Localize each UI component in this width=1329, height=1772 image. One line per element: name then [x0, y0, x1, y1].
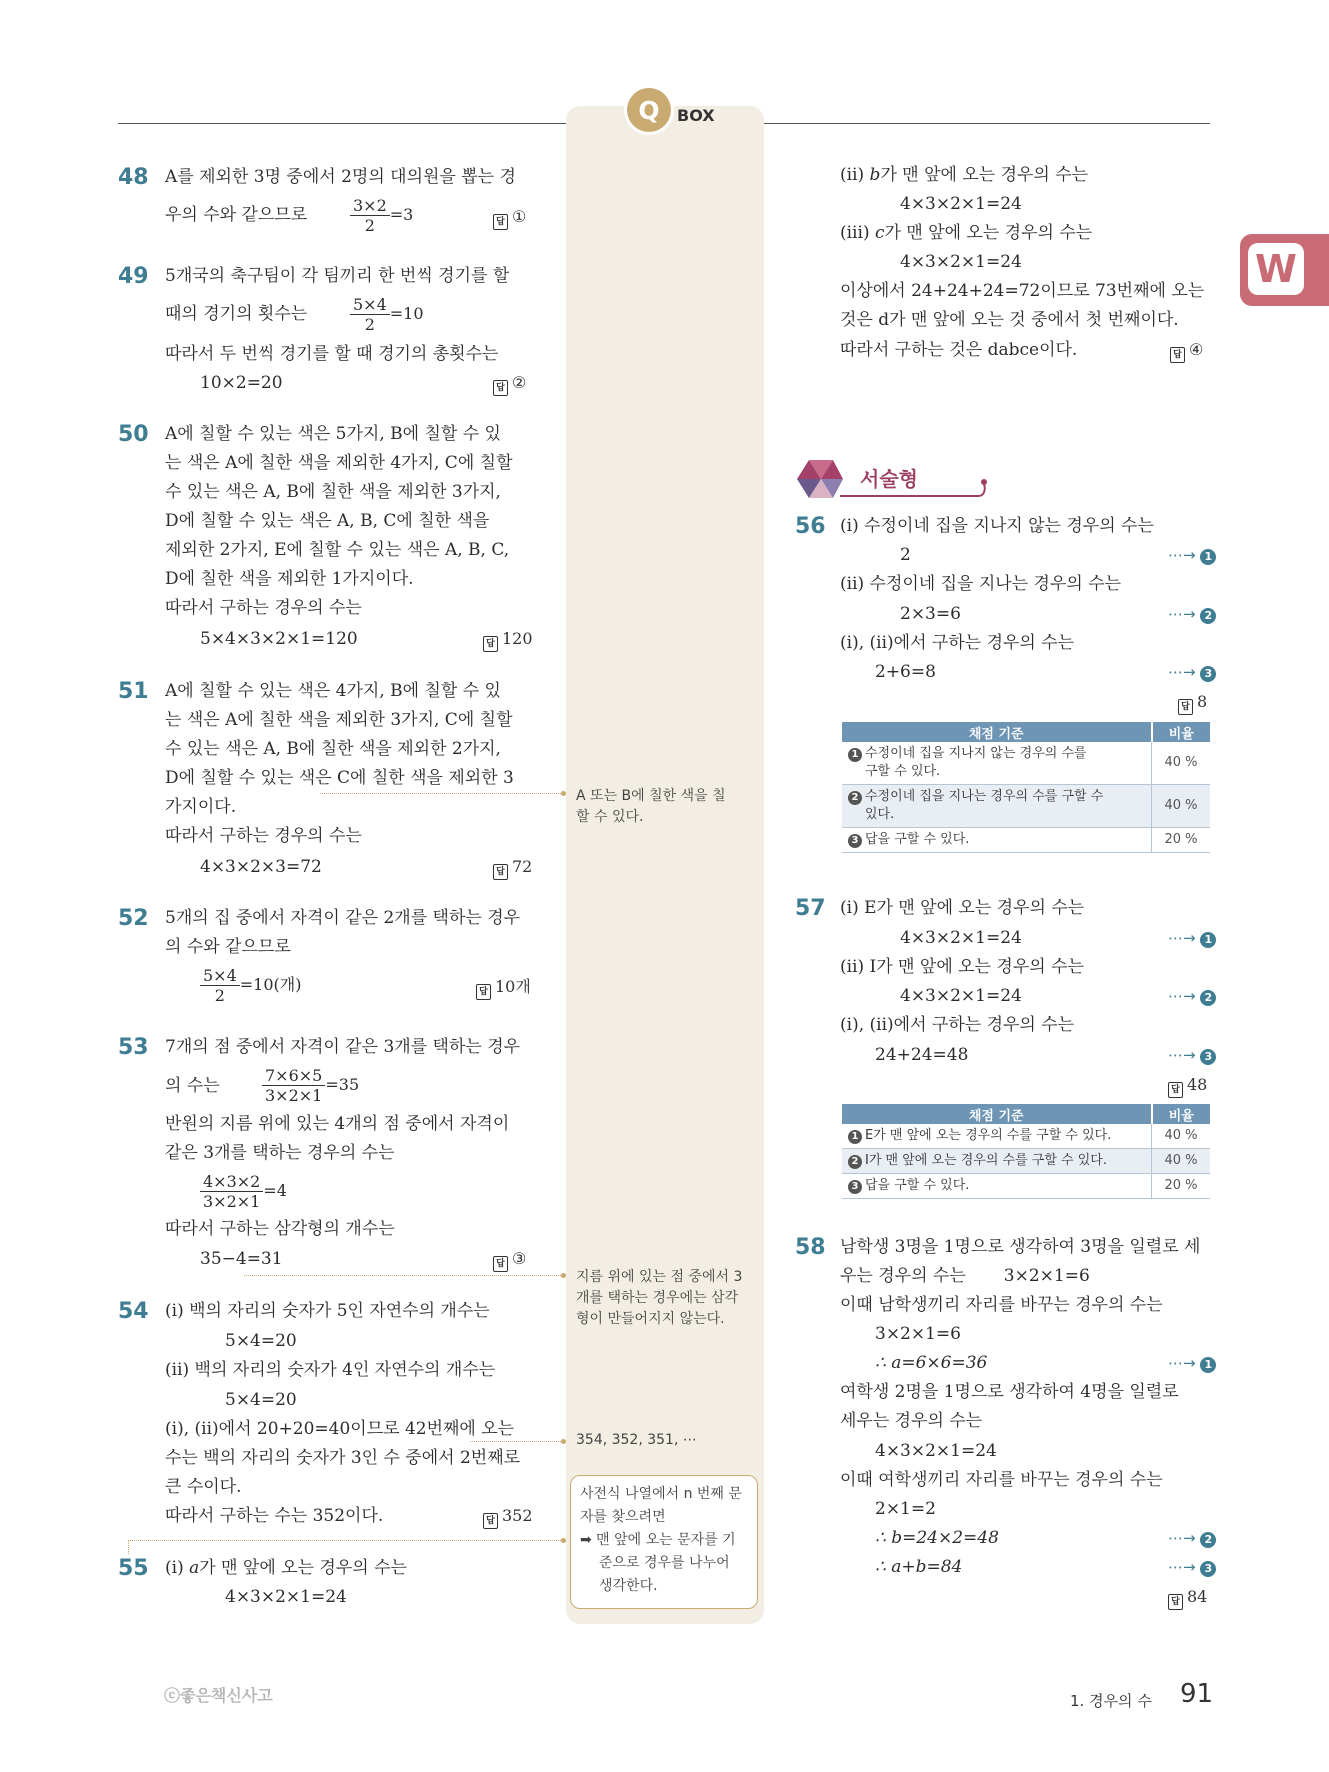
p57-line3: (ⅱ) I가 맨 앞에 오는 경우의 수는 [840, 957, 1084, 977]
p51-line: 가지이다. [165, 797, 237, 817]
table-row: 3 답을 구할 수 있다. 20 % [842, 828, 1210, 853]
section-underline [840, 470, 990, 500]
answer-icon: 답 [1170, 347, 1185, 363]
p57-line4: 4×3×2×1=24 [900, 986, 1022, 1006]
answer-icon: 답 [476, 984, 491, 1000]
table-row: 1 E가 맨 앞에 오는 경우의 수를 구할 수 있다. 40 % [842, 1124, 1210, 1149]
p52-line1: 5개의 집 중에서 자격이 같은 2개를 택하는 경우 [165, 908, 521, 928]
qbox-note2-line: 개를 택하는 경우에는 삼각 [576, 1290, 739, 1306]
page-number: 91 [1180, 1679, 1214, 1709]
p51-line: D에 칠할 수 있는 색은 C에 칠한 색을 제외한 3 [165, 768, 514, 788]
p55-answer: 답 ④ [1170, 340, 1203, 363]
answer-icon: 답 [493, 214, 508, 230]
p54-answer: 답 352 [483, 1506, 533, 1529]
problem-number-56: 56 [795, 514, 826, 539]
problem-number-48: 48 [118, 165, 149, 190]
p50-line: 따라서 구하는 경우의 수는 [165, 598, 362, 618]
step-marker-1: ⋯→ 1 [1168, 929, 1216, 948]
step-marker-2: ⋯→ 2 [1168, 605, 1216, 624]
p49-fraction: $\frac{5\times 4}{2}$ =10 [350, 295, 424, 334]
step-marker-3: ⋯→ 3 [1168, 1558, 1216, 1577]
p55b-line1: (ⅱ) b가 맨 앞에 오는 경우의 수는 [840, 165, 1089, 185]
p48-line2: 우의 수와 같으므로 [165, 205, 308, 225]
problem-number-51: 51 [118, 679, 149, 704]
p55-line2: 4×3×2×1=24 [225, 1587, 347, 1607]
w-icon: W [1248, 243, 1304, 295]
step-marker-2: ⋯→ 2 [1168, 987, 1216, 1006]
p57-line6: 24+24=48 [875, 1045, 969, 1065]
scoring-table-56 [842, 722, 1210, 853]
leader-dot [561, 1538, 566, 1543]
p49-line2: 때의 경기의 횟수는 [165, 304, 308, 324]
p58-line10: 2×1=2 [875, 1499, 936, 1519]
tip-connector-vertical [128, 1540, 129, 1554]
p56-line1: (ⅰ) 수정이네 집을 지나지 않는 경우의 수는 [840, 516, 1154, 536]
answer-icon: 답 [493, 864, 508, 880]
p50-answer: 답 120 [483, 629, 533, 652]
leader-dot [561, 791, 566, 796]
p50-line: 제외한 2가지, E에 칠할 수 있는 색은 A, B, C, [165, 540, 510, 560]
p53-line4: 같은 3개를 택하는 경우의 수는 [165, 1143, 395, 1163]
table-row: 3 답을 구할 수 있다. 20 % [842, 1174, 1210, 1199]
qbox-note1-line: A 또는 B에 칠한 색을 칠 [576, 788, 726, 804]
p58-line5: ∴ a=6×6=36 [875, 1353, 988, 1373]
p51-calc: 4×3×2×3=72 [200, 857, 322, 877]
table-header-ratio: 비율 [1152, 1104, 1211, 1124]
p53-answer: 답 ③ [493, 1249, 526, 1272]
problem-number-58: 58 [795, 1235, 826, 1260]
p56-line2: 2 [900, 545, 911, 565]
top-rule-right [764, 123, 1210, 124]
tip-line: 생각한다. [599, 1578, 658, 1594]
table-header-ratio: 비율 [1152, 722, 1211, 742]
p54-line5: (ⅰ), (ⅱ)에서 20+20=40이므로 42번째에 오는 [165, 1419, 515, 1439]
p53-line2: 의 수는 [165, 1076, 220, 1096]
p52-fraction: $\frac{5\times 4}{2}$ =10(개) [200, 966, 301, 1005]
problem-number-52: 52 [118, 906, 149, 931]
p51-answer: 답 72 [493, 857, 532, 880]
p57-answer: 답 48 [1168, 1075, 1207, 1098]
p53-line5: 따라서 구하는 삼각형의 개수는 [165, 1219, 395, 1239]
p54-line3: (ⅱ) 백의 자리의 숫자가 4인 자연수의 개수는 [165, 1360, 496, 1380]
step-marker-2: ⋯→ 2 [1168, 1529, 1216, 1548]
q-box-label: BOX [677, 106, 715, 125]
answer-icon: 답 [483, 1513, 498, 1529]
p49-line1: 5개국의 축구팀이 각 팀끼리 한 번씩 경기를 할 [165, 266, 510, 286]
table-row: 2 수정이네 집을 지나는 경우의 수를 구할 수 있다. 40 % [842, 785, 1210, 828]
p50-line: 수 있는 색은 A, B에 칠한 색을 제외한 3가지, [165, 482, 501, 502]
step-marker-1: ⋯→ 1 [1168, 1354, 1216, 1373]
qbox-note2-line: 지름 위에 있는 점 중에서 3 [576, 1269, 743, 1285]
p55b-line2: 4×3×2×1=24 [900, 194, 1022, 214]
p58-line6: 여학생 2명을 1명으로 생각하여 4명을 일렬로 [840, 1382, 1179, 1402]
tip-line: 사전식 나열에서 n 번째 문 [580, 1486, 742, 1502]
problem-number-54: 54 [118, 1299, 149, 1324]
p50-calc: 5×4×3×2×1=120 [200, 629, 358, 649]
p58-line2: 우는 경우의 수는 3×2×1=6 [840, 1266, 1090, 1286]
p54-line7: 큰 수이다. [165, 1477, 242, 1497]
p57-line1: (ⅰ) E가 맨 앞에 오는 경우의 수는 [840, 898, 1085, 918]
p50-line: A에 칠할 수 있는 색은 5가지, B에 칠할 수 있 [165, 424, 501, 444]
answer-icon: 답 [1168, 1594, 1183, 1610]
answer-icon: 답 [483, 636, 498, 652]
p58-answer: 답 84 [1168, 1587, 1207, 1610]
p50-line: D에 칠할 수 있는 색은 A, B, C에 칠한 색을 [165, 511, 490, 531]
p50-line: 는 색은 A에 칠한 색을 제외한 4가지, C에 칠할 [165, 453, 513, 473]
table-row: 2 I가 맨 앞에 오는 경우의 수를 구할 수 있다. 40 % [842, 1149, 1210, 1174]
p57-line2: 4×3×2×1=24 [900, 928, 1022, 948]
table-header-criteria: 채점 기준 [842, 722, 1152, 742]
p48-line1: A를 제외한 3명 중에서 2명의 대의원을 뽑는 경 [165, 167, 516, 187]
p54-line8: 따라서 구하는 수는 352이다. [165, 1506, 384, 1526]
p51-line: A에 칠할 수 있는 색은 4가지, B에 칠할 수 있 [165, 681, 501, 701]
answer-icon: 답 [1168, 1082, 1183, 1098]
step-marker-1: ⋯→ 1 [1168, 546, 1216, 565]
p54-line6: 수는 백의 자리의 숫자가 3인 수 중에서 2번째로 [165, 1448, 521, 1468]
p51-line: 수 있는 색은 A, B에 칠한 색을 제외한 2가지, [165, 739, 501, 759]
p56-line6: 2+6=8 [875, 662, 936, 682]
tip-line: ➡ 맨 앞에 오는 문자를 기 [580, 1532, 736, 1548]
p58-line11: ∴ b=24×2=48 [875, 1528, 999, 1548]
leader-line [470, 1441, 563, 1442]
p56-line3: (ⅱ) 수정이네 집을 지나는 경우의 수는 [840, 574, 1122, 594]
p56-answer: 답 8 [1178, 692, 1207, 715]
leader-dot [561, 1273, 566, 1278]
problem-number-55: 55 [118, 1556, 149, 1581]
p56-line4: 2×3=6 [900, 604, 961, 624]
p55b-line5: 이상에서 24+24+24=72이므로 73번째에 오는 [840, 281, 1205, 301]
p50-line: D에 칠한 색을 제외한 1가지이다. [165, 569, 414, 589]
p58-line8: 4×3×2×1=24 [875, 1441, 997, 1461]
leader-line [320, 793, 563, 794]
p53-line1: 7개의 점 중에서 자격이 같은 3개를 택하는 경우 [165, 1037, 521, 1057]
p55b-line4: 4×3×2×1=24 [900, 252, 1022, 272]
step-marker-3: ⋯→ 3 [1168, 1046, 1216, 1065]
p51-line: 는 색은 A에 칠한 색을 제외한 3가지, C에 칠할 [165, 710, 513, 730]
p54-line2: 5×4=20 [225, 1331, 297, 1351]
p56-line5: (ⅰ), (ⅱ)에서 구하는 경우의 수는 [840, 633, 1075, 653]
scoring-table-57 [842, 1104, 1210, 1199]
table-row: 1 수정이네 집을 지나지 않는 경우의 수를 구할 수 있다. 40 % [842, 742, 1210, 785]
q-box-column [566, 106, 764, 1624]
p57-line5: (ⅰ), (ⅱ)에서 구하는 경우의 수는 [840, 1015, 1075, 1035]
copyright: ⓒ좋은책신사고 [164, 1686, 273, 1705]
answer-icon: 답 [493, 1256, 508, 1272]
p58-line3: 이때 남학생끼리 자리를 바꾸는 경우의 수는 [840, 1295, 1163, 1315]
p54-line4: 5×4=20 [225, 1390, 297, 1410]
problem-number-50: 50 [118, 422, 149, 447]
p52-line2: 의 수와 같으므로 [165, 937, 291, 957]
p58-line9: 이때 여학생끼리 자리를 바꾸는 경우의 수는 [840, 1470, 1163, 1490]
q-icon: Q [627, 88, 671, 132]
p49-answer: 답 ② [493, 373, 526, 396]
problem-number-53: 53 [118, 1035, 149, 1060]
tip-line: 준으로 경우를 나누어 [599, 1555, 730, 1571]
qbox-note3: 354, 352, 351, ⋯ [576, 1432, 697, 1448]
problem-number-49: 49 [118, 264, 149, 289]
p58-line7: 세우는 경우의 수는 [840, 1411, 983, 1431]
answer-icon: 답 [1178, 699, 1193, 715]
p58-line4: 3×2×1=6 [875, 1324, 961, 1344]
p53-calc: 35−4=31 [200, 1249, 283, 1269]
p52-answer: 답 10개 [476, 977, 531, 1000]
p49-line3: 따라서 두 번씩 경기를 할 때 경기의 총횟수는 [165, 344, 499, 364]
p53-line3: 반원의 지름 위에 있는 4개의 점 중에서 자격이 [165, 1114, 510, 1134]
section-header-icon [795, 458, 845, 500]
chapter-label: 1. 경우의 수 [1070, 1692, 1152, 1710]
table-header-criteria: 채점 기준 [842, 1104, 1152, 1124]
answer-icon: 답 [493, 380, 508, 396]
section-title: 서술형 [860, 467, 918, 491]
top-rule-left [118, 123, 566, 124]
p55b-line3: (ⅲ) c가 맨 앞에 오는 경우의 수는 [840, 223, 1093, 243]
leader-line [244, 1275, 563, 1276]
p51-line: 따라서 구하는 경우의 수는 [165, 826, 362, 846]
leader-dot [561, 1439, 566, 1444]
tip-connector [128, 1540, 563, 1541]
workbook-tab [1240, 234, 1329, 306]
p53-fraction2: $\frac{4\times 3\times 2}{3\times 2\times 1}$ =4 [200, 1172, 287, 1211]
p48-answer: 답 ① [493, 207, 526, 230]
p53-fraction1: $\frac{7\times 6\times 5}{3\times 2\times 1}$ =35 [262, 1066, 359, 1105]
qbox-tip-box [570, 1475, 758, 1609]
qbox-note1-line: 할 수 있다. [576, 809, 644, 825]
p49-line4: 10×2=20 [200, 373, 283, 393]
qbox-note2-line: 형이 만들어지지 않는다. [576, 1311, 725, 1327]
p54-line1: (ⅰ) 백의 자리의 숫자가 5인 자연수의 개수는 [165, 1301, 490, 1321]
p48-fraction: $\frac{3\times 2}{2}$ =3 [350, 196, 413, 235]
p58-line1: 남학생 3명을 1명으로 생각하여 3명을 일렬로 세 [840, 1237, 1201, 1257]
problem-number-57: 57 [795, 896, 826, 921]
tip-line: 자를 찾으려면 [580, 1509, 666, 1525]
p58-line12: ∴ a+b=84 [875, 1557, 963, 1577]
p55b-line6: 것은 d가 맨 앞에 오는 것 중에서 첫 번째이다. [840, 310, 1179, 330]
step-marker-3: ⋯→ 3 [1168, 663, 1216, 682]
p55b-line7: 따라서 구하는 것은 dabce이다. [840, 340, 1078, 360]
p55-line1: (ⅰ) a가 맨 앞에 오는 경우의 수는 [165, 1558, 407, 1578]
